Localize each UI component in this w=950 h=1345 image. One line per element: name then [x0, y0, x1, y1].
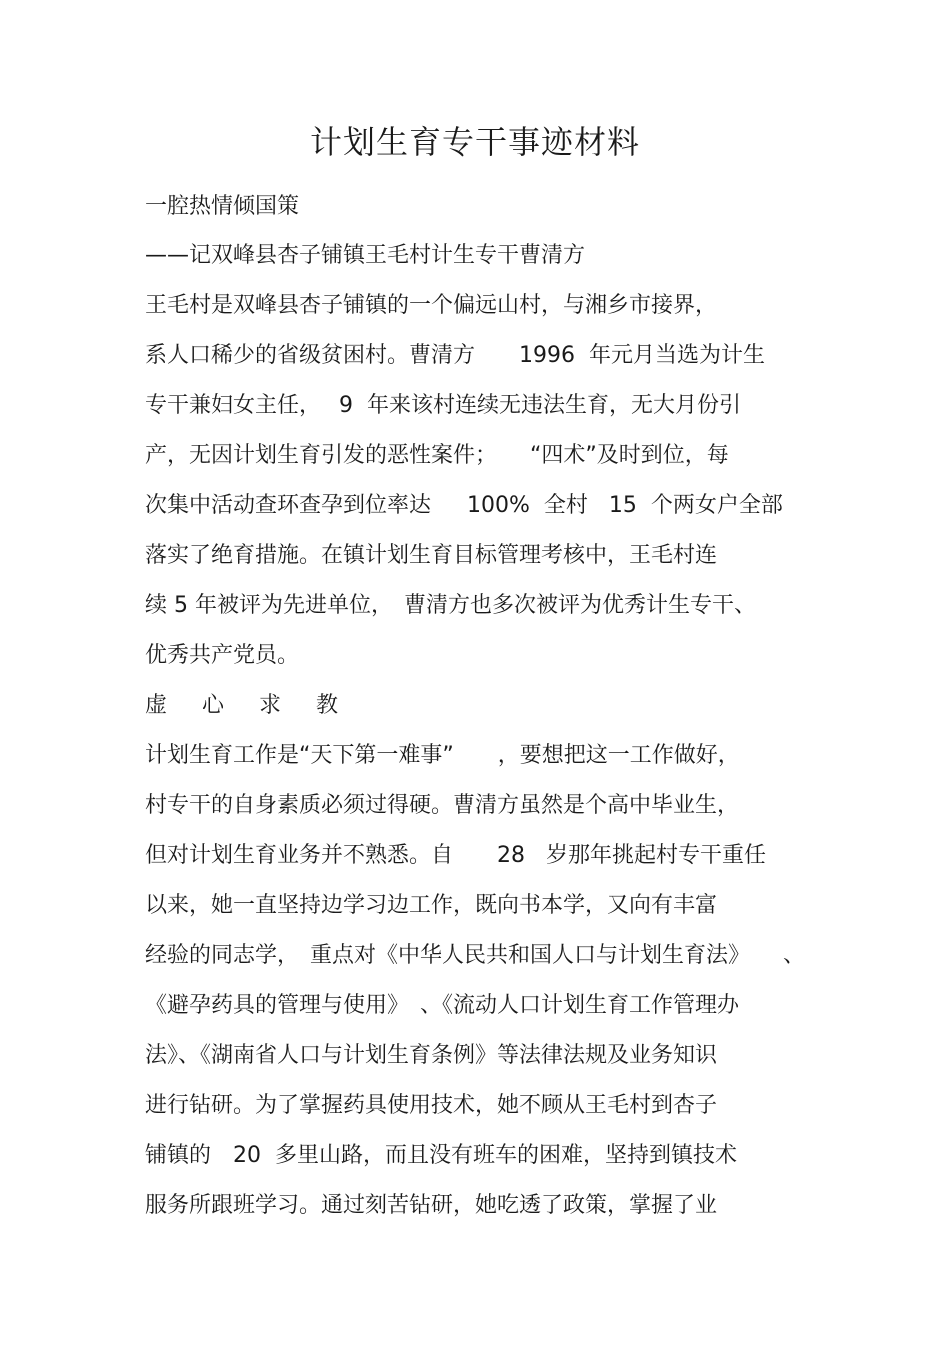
paragraph-line: 经验的同志学， 重点对《中华人民共和国人口与计划生育法》 、	[145, 943, 806, 968]
paragraph-line: 《避孕药具的管理与使用》 、《流动人口计划生育工作管理办	[145, 993, 740, 1018]
paragraph-line: 进行钻研。为了掌握药具使用技术，她不顾从王毛村到杏子	[145, 1093, 718, 1118]
paragraph-line: 优秀共产党员。	[145, 643, 300, 668]
paragraph-line: 铺镇的 20 多里山路，而且没有班车的困难，坚持到镇技术	[145, 1143, 737, 1168]
paragraph-line: 法》、《湖南省人口与计划生育条例》等法律法规及业务知识	[145, 1043, 718, 1068]
paragraph-line: 次集中活动查环查孕到位率达 100% 全村 15 个两女户全部	[145, 493, 783, 518]
paragraph-line: 村专干的自身素质必须过得硬。曹清方虽然是个高中毕业生，	[145, 793, 740, 818]
paragraph-line: 计划生育工作是“天下第一难事” ，要想把这一工作做好，	[145, 743, 740, 768]
section-heading: 虚 心 求 教	[145, 693, 352, 718]
document-title: 计划生育专干事迹材料	[309, 123, 640, 161]
paragraph-line: 服务所跟班学习。通过刻苦钻研，她吃透了政策，掌握了业	[145, 1193, 718, 1218]
paragraph-line: 产，无因计划生育引发的恶性案件； “四术”及时到位，每	[145, 443, 729, 468]
paragraph-line: 王毛村是双峰县杏子铺镇的一个偏远山村，与湘乡市接界，	[145, 293, 718, 318]
paragraph-line: 专干兼妇女主任， 9 年来该村连续无违法生育，无大月份引	[145, 393, 741, 418]
paragraph-line: 续 5 年被评为先进单位， 曹清方也多次被评为优秀计生专干、	[145, 593, 756, 618]
paragraph-line: 落实了绝育措施。在镇计划生育目标管理考核中，王毛村连	[145, 543, 718, 568]
paragraph-line: 但对计划生育业务并不熟悉。自 28 岁那年挑起村专干重任	[145, 843, 766, 868]
byline: ——记双峰县杏子铺镇王毛村计生专干曹清方	[145, 243, 586, 268]
paragraph-line: 系人口稀少的省级贫困村。曹清方 1996 年元月当选为计生	[145, 343, 765, 368]
paragraph-line: 以来，她一直坚持边学习边工作，既向书本学，又向有丰富	[145, 893, 718, 918]
subtitle: 一腔热情倾国策	[145, 194, 300, 219]
